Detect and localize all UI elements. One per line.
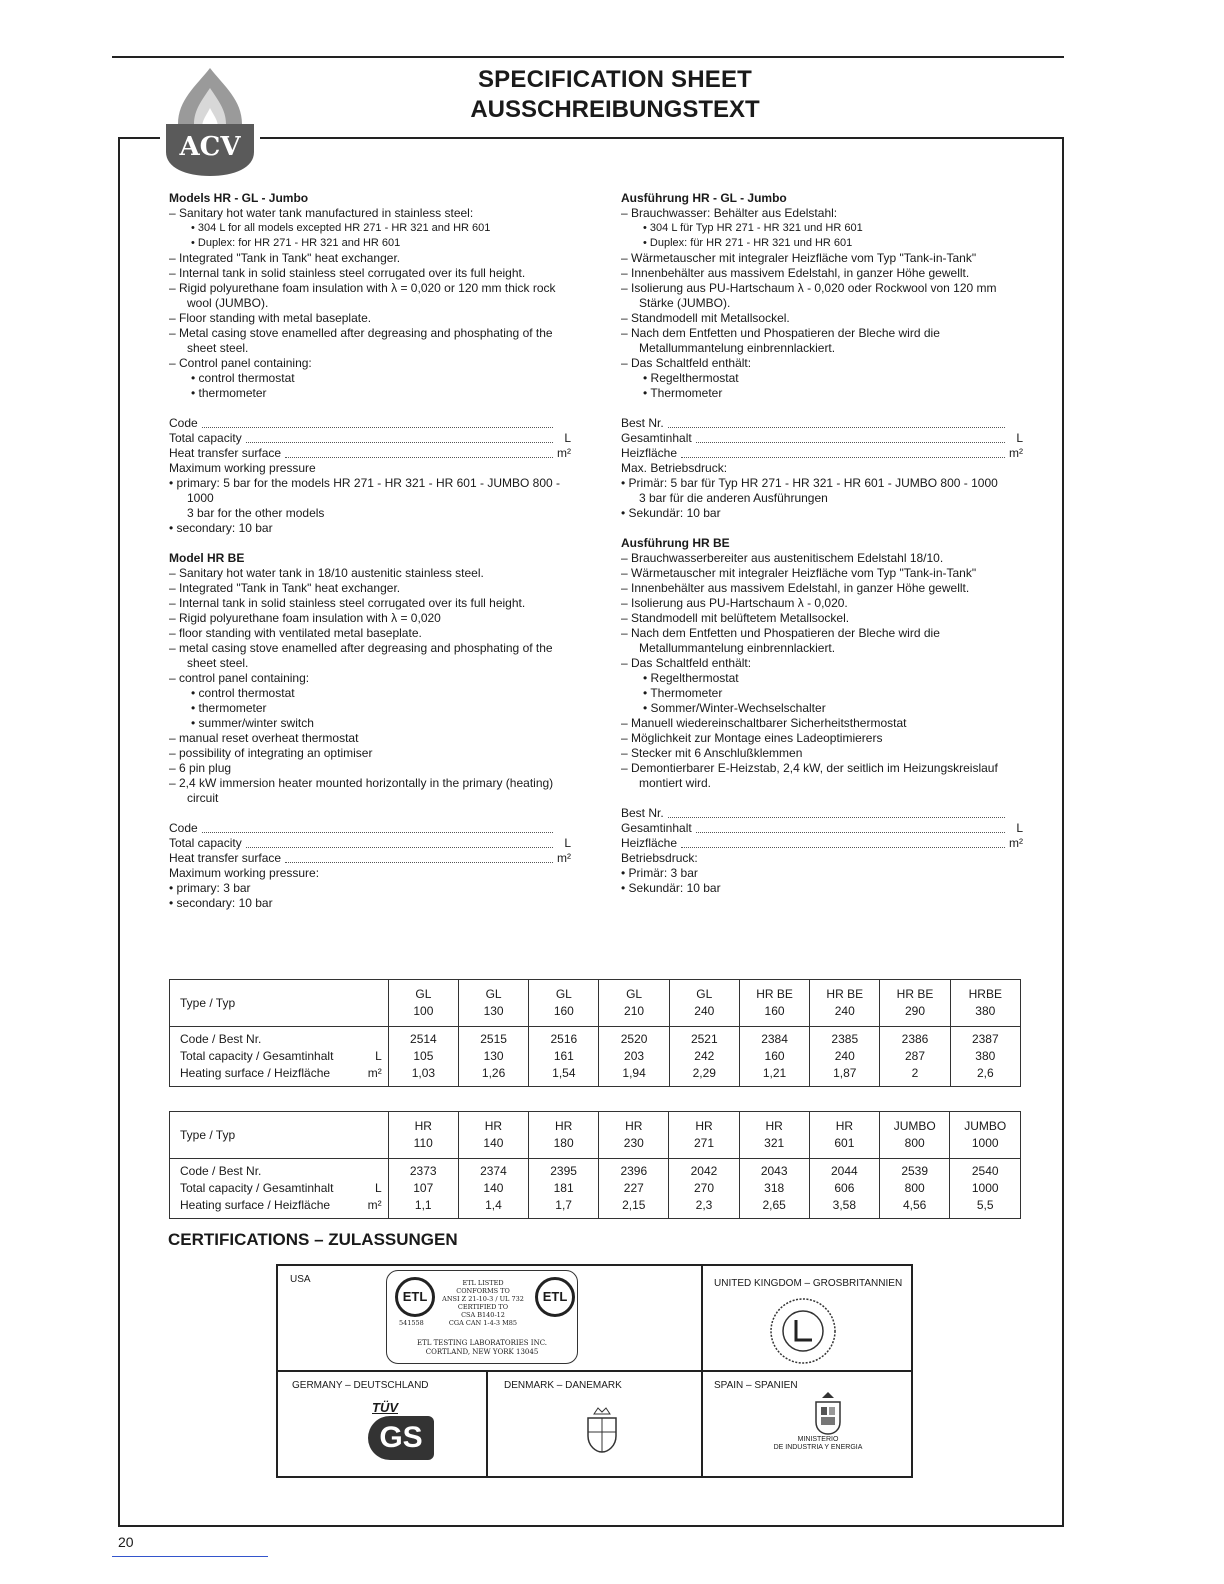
list-item: – Internal tank in solid stainless steel corrugated over its full height. [169, 596, 526, 610]
table-cell: 2515 130 1,26 [458, 1027, 528, 1087]
table-row [170, 1159, 1021, 1219]
table-cell: 2042 270 2,3 [669, 1159, 739, 1219]
type-label: Type / Typ [170, 1112, 389, 1159]
model-header: HRBE 380 [950, 980, 1020, 1027]
list-item: – Rigid polyurethane foam insulation with λ = 0,020 or 120 mm thick rock wool (JUMBO). [169, 281, 556, 310]
list-item: • 304 L for all models excepted HR 271 - HR 321 and HR 601 [191, 222, 491, 234]
table-cell: 2539 800 4,56 [879, 1159, 949, 1219]
section-heading: Ausführung HR - GL - Jumbo [621, 191, 787, 205]
table-row [170, 1027, 1021, 1087]
list-item: – Rigid polyurethane foam insulation with λ = 0,020 [169, 611, 441, 625]
model-header: HR 140 [458, 1112, 528, 1159]
page-number: 20 [118, 1534, 134, 1550]
list-item: – Standmodell mit Metallsockel. [621, 311, 790, 325]
spec-table-hr-jumbo [169, 1111, 1021, 1219]
surface-field: Heat transfer surface m² [169, 851, 571, 865]
list-item: • secondary: 10 bar [169, 896, 273, 910]
danish-crest-icon [584, 1406, 620, 1459]
table-header-row [170, 980, 1021, 1027]
list-item: • thermometer [191, 701, 267, 715]
top-rule [112, 56, 1064, 58]
table-cell: 2374 140 1,4 [458, 1159, 528, 1219]
list-item: • Sekundär: 10 bar [621, 881, 721, 895]
model-header: HR 601 [809, 1112, 879, 1159]
table-cell: 2520 203 1,94 [599, 1027, 669, 1087]
list-item: 3 bar for the other models [187, 506, 325, 520]
list-item: – Integrated "Tank in Tank" heat exchanger. [169, 581, 401, 595]
code-field: Code [169, 821, 571, 836]
spec-table-gl-hrbe [169, 979, 1021, 1087]
tuv-gs-icon: TÜV GS [368, 1400, 434, 1462]
list-item: – Floor standing with metal baseplate. [169, 311, 372, 325]
list-item: • Sommer/Winter-Wechselschalter [643, 701, 826, 715]
model-header: GL 160 [529, 980, 599, 1027]
model-header: HR 321 [739, 1112, 809, 1159]
list-item: – Das Schaltfeld enthält: [621, 656, 752, 670]
list-item: • thermometer [191, 386, 267, 400]
type-label: Type / Typ [170, 980, 389, 1027]
list-item: – Isolierung aus PU-Hartschaum λ - 0,020. [621, 596, 848, 610]
list-item: 3 bar für die anderen Ausführungen [639, 491, 828, 505]
list-item: • primary: 5 bar for the models HR 271 - HR 321 - HR 601 - JUMBO 800 - 1000 [169, 476, 561, 505]
code-field: Best Nr. [621, 806, 1023, 821]
table-cell: 2521 242 2,29 [669, 1027, 739, 1087]
pressure-label: Betriebsdruck: [621, 851, 698, 865]
list-item: – Integrated "Tank in Tank" heat exchanger. [169, 251, 401, 265]
list-item: – Sanitary hot water tank manufactured in stainless steel: [169, 206, 474, 220]
surface-field: Heizfläche m² [621, 446, 1023, 460]
table-cell: 2540 1000 5,5 [950, 1159, 1021, 1219]
code-field: Best Nr. [621, 416, 1023, 431]
list-item: – 6 pin plug [169, 761, 232, 775]
model-header: GL 100 [388, 980, 458, 1027]
list-item: – Innenbehälter aus massivem Edelstahl, in ganzer Höhe gewellt. [621, 266, 970, 280]
list-item: – possibility of integrating an optimiser [169, 746, 373, 760]
list-item: • Duplex: für HR 271 - HR 321 und HR 601 [643, 237, 853, 249]
etl-mark: ETL ETL ETL LISTED CONFORMS TO ANSI Z 21-10-3 / UL 732 CERTIFIED TO CSA B140-12 CGA CAN 1-4-3 M85 541558 ETL TESTING LABORATORIES INC. CORTLAND, NEW YORK 13045 [386, 1270, 578, 1364]
model-header: HR 180 [529, 1112, 599, 1159]
model-header: HR 230 [599, 1112, 669, 1159]
page-title: SPECIFICATION SHEET [477, 66, 753, 93]
denmark-label: DENMARK – DANEMARK [504, 1380, 622, 1391]
table-cell: 2043 318 2,65 [739, 1159, 809, 1219]
table-cell: 2044 606 3,58 [809, 1159, 879, 1219]
table-cell: 2385 240 1,87 [810, 1027, 880, 1087]
pressure-label: Max. Betriebsdruck: [621, 461, 728, 475]
list-item: • Regelthermostat [643, 671, 739, 685]
list-item: – Wärmetauscher mit integraler Heizfläche vom Typ "Tank-in-Tank" [621, 251, 977, 265]
model-header: HR BE 290 [880, 980, 950, 1027]
certifications-title: CERTIFICATIONS – ZULASSUNGEN [168, 1230, 458, 1249]
list-item: – Demontierbarer E-Heizstab, 2,4 kW, der seitlich im Heizungskreislauf montiert wird. [621, 761, 998, 790]
list-item: – Internal tank in solid stainless steel corrugated over its full height. [169, 266, 526, 280]
table-cell: 2386 287 2 [880, 1027, 950, 1087]
list-item: • control thermostat [191, 686, 295, 700]
right-column [621, 191, 1023, 896]
spain-label: SPAIN – SPANIEN [714, 1380, 798, 1391]
list-item: • primary: 3 bar [169, 881, 251, 895]
list-item: – Wärmetauscher mit integraler Heizfläche vom Typ "Tank-in-Tank" [621, 566, 977, 580]
list-item: • Thermometer [643, 686, 723, 700]
table-cell: 2395 181 1,7 [529, 1159, 599, 1219]
list-item: – Brauchwasserbereiter aus austenitischem Edelstahl 18/10. [621, 551, 944, 565]
list-item: – Standmodell mit belüftetem Metallsockel. [621, 611, 850, 625]
capacity-field: Total capacity L [169, 431, 571, 445]
table-cell: 2514 105 1,03 [388, 1027, 458, 1087]
list-item: – Möglichkeit zur Montage eines Ladeoptimierers [621, 731, 883, 745]
model-header: GL 240 [669, 980, 739, 1027]
etl-logo-icon: ETL [395, 1277, 435, 1317]
table-cell: 2384 160 1,21 [739, 1027, 809, 1087]
list-item: – metal casing stove enamelled after degreasing and phosphating of the sheet steel. [169, 641, 553, 670]
spanish-crest-icon [808, 1392, 848, 1441]
list-item: – Stecker mit 6 Anschlußklemmen [621, 746, 803, 760]
surface-field: Heizfläche m² [621, 836, 1023, 850]
model-header: GL 130 [458, 980, 528, 1027]
model-header: HR 110 [388, 1112, 458, 1159]
list-item: – 2,4 kW immersion heater mounted horizontally in the primary (heating) circuit [169, 776, 554, 805]
list-item: • Primär: 5 bar für Typ HR 271 - HR 321 - HR 601 - JUMBO 800 - 1000 [621, 476, 998, 490]
code-field: Code [169, 416, 571, 431]
model-header: HR BE 160 [739, 980, 809, 1027]
footer-rule [112, 1556, 268, 1557]
list-item: – control panel containing: [169, 671, 310, 685]
acv-logo [162, 66, 258, 178]
list-item: – Das Schaltfeld enthält: [621, 356, 752, 370]
model-header: HR 271 [669, 1112, 739, 1159]
model-header: JUMBO 800 [879, 1112, 949, 1159]
list-item: – Brauchwasser: Behälter aus Edelstahl: [621, 206, 838, 220]
row-labels: Code / Best Nr. Total capacity / Gesamtinhalt L Heating surface / Heizfläche m² [170, 1027, 389, 1087]
list-item: – Control panel containing: [169, 356, 312, 370]
table-cell: 2516 161 1,54 [529, 1027, 599, 1087]
capacity-field: Gesamtinhalt L [621, 821, 1023, 835]
bsi-approval-icon [768, 1296, 838, 1371]
list-item: • summer/winter switch [191, 716, 314, 730]
list-item: • Thermometer [643, 386, 723, 400]
list-item: – Isolierung aus PU-Hartschaum λ - 0,020 oder Rockwool von 120 mm Stärke (JUMBO). [621, 281, 997, 310]
page-subtitle: AUSSCHREIBUNGSTEXT [470, 96, 760, 123]
surface-field: Heat transfer surface m² [169, 446, 571, 460]
pressure-label: Maximum working pressure: [169, 866, 320, 880]
capacity-field: Total capacity L [169, 836, 571, 850]
list-item: • control thermostat [191, 371, 295, 385]
list-item: – Nach dem Entfetten und Phospatieren der Bleche wird die Metallummantelung einbrennlackiert. [621, 626, 940, 655]
list-item: • Regelthermostat [643, 371, 739, 385]
table-cell: 2373 107 1,1 [388, 1159, 458, 1219]
model-header: JUMBO 1000 [950, 1112, 1021, 1159]
uk-label: UNITED KINGDOM – GROSBRITANNIEN [714, 1278, 903, 1289]
left-column [169, 191, 571, 911]
certifications-box [276, 1264, 913, 1478]
model-header: GL 210 [599, 980, 669, 1027]
list-item: • 304 L für Typ HR 271 - HR 321 und HR 601 [643, 222, 863, 234]
ministry-text: MINISTERIO DE INDUSTRIA Y ENERGIA [773, 1436, 863, 1451]
list-item: – Sanitary hot water tank in 18/10 austenitic stainless steel. [169, 566, 484, 580]
list-item: • Primär: 3 bar [621, 866, 698, 880]
list-item: • secondary: 10 bar [169, 521, 273, 535]
list-item: • Sekundär: 10 bar [621, 506, 721, 520]
list-item: – manual reset overheat thermostat [169, 731, 359, 745]
table-cell: 2387 380 2,6 [950, 1027, 1020, 1087]
list-item: • Duplex: for HR 271 - HR 321 and HR 601 [191, 237, 401, 249]
list-item: – Innenbehälter aus massivem Edelstahl, in ganzer Höhe gewellt. [621, 581, 970, 595]
pressure-label: Maximum working pressure [169, 461, 316, 475]
row-labels: Code / Best Nr. Total capacity / Gesamtinhalt L Heating surface / Heizfläche m² [170, 1159, 389, 1219]
list-item: – Metal casing stove enamelled after degreasing and phosphating of the sheet steel. [169, 326, 553, 355]
list-item: – Nach dem Entfetten und Phospatieren der Bleche wird die Metallummantelung einbrennlackiert. [621, 326, 940, 355]
table-cell: 2396 227 2,15 [599, 1159, 669, 1219]
list-item: – floor standing with ventilated metal baseplate. [169, 626, 422, 640]
capacity-field: Gesamtinhalt L [621, 431, 1023, 445]
usa-label: USA [290, 1274, 311, 1285]
section-heading: Ausführung HR BE [621, 536, 730, 550]
model-header: HR BE 240 [810, 980, 880, 1027]
etl-logo-icon: ETL [535, 1277, 575, 1317]
list-item: – Manuell wiedereinschaltbarer Sicherheitsthermostat [621, 716, 907, 730]
section-heading: Model HR BE [169, 551, 245, 565]
table-header-row [170, 1112, 1021, 1159]
logo-text: ACV [179, 132, 241, 162]
section-heading: Models HR - GL - Jumbo [169, 191, 309, 205]
germany-label: GERMANY – DEUTSCHLAND [292, 1380, 429, 1391]
